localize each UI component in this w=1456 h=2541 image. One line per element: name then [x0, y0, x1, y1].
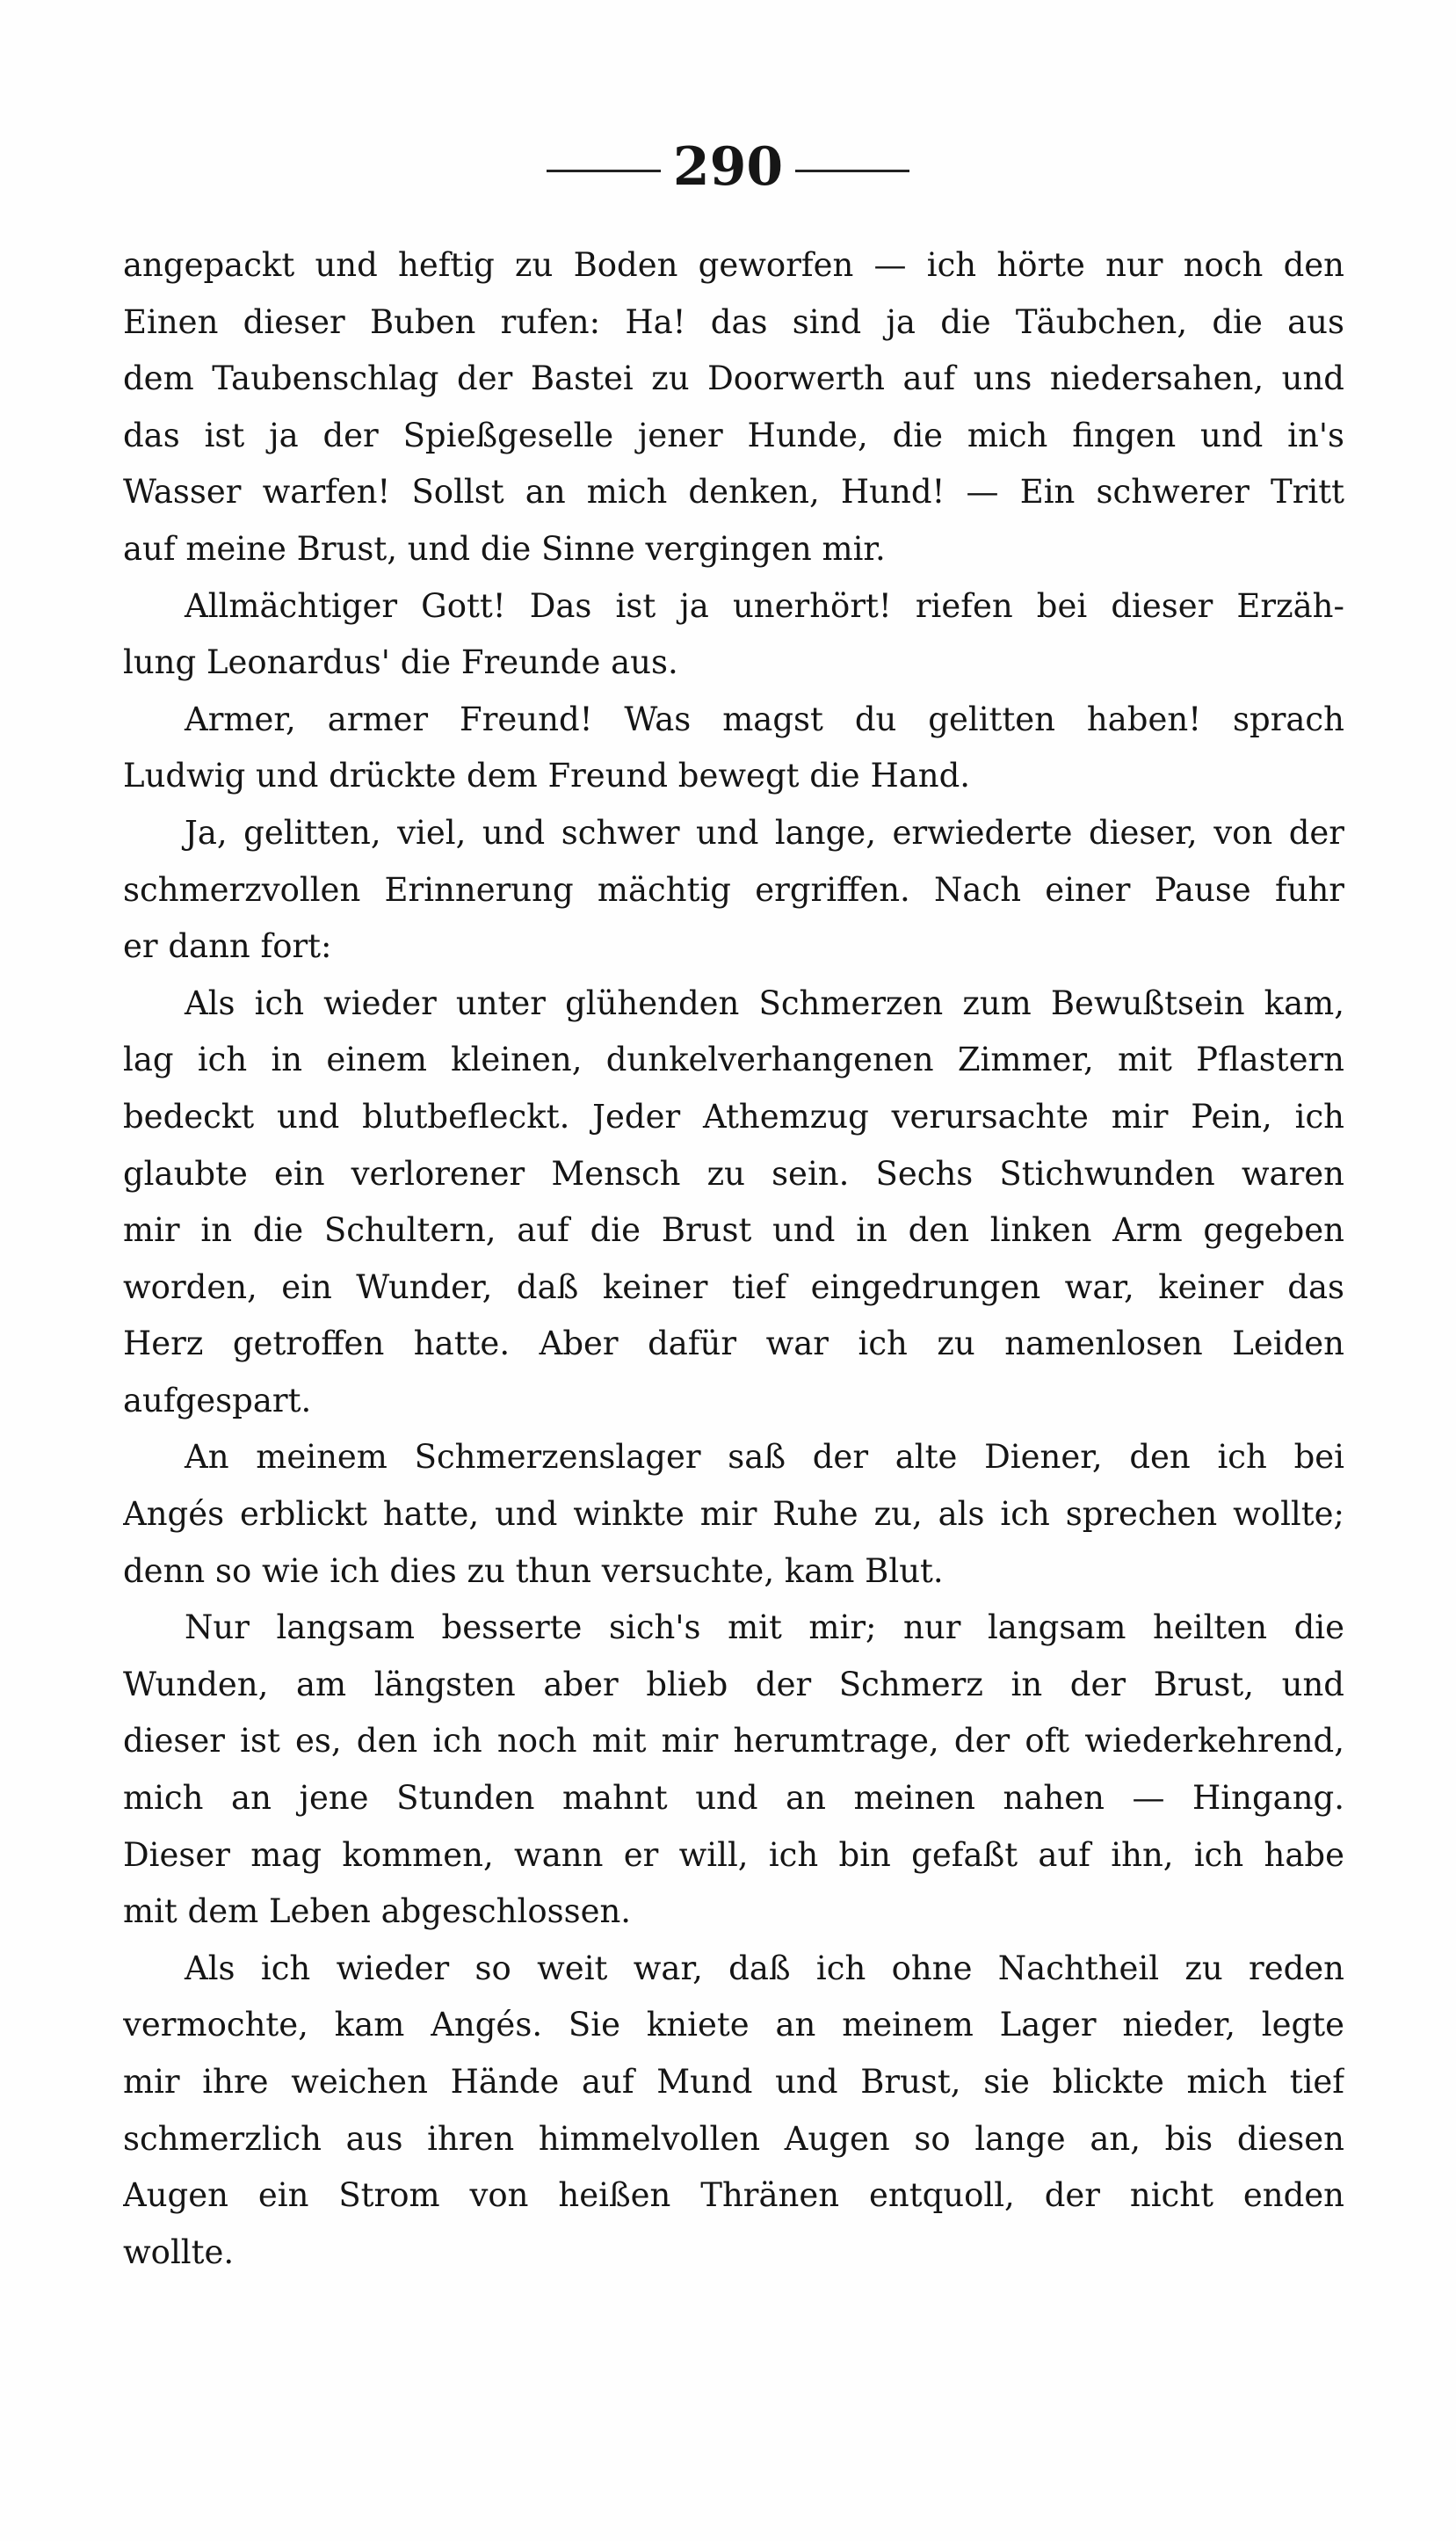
- text-line: Ludwig und drückte dem Freund bewegt die Hand.: [123, 757, 971, 795]
- page-number: 290: [672, 136, 784, 198]
- text-line: mich an jene Stunden mahnt und an meinen nahen — Hingang.: [123, 1779, 1344, 1818]
- text-line: mir ihre weichen Hände auf Mund und Brust, sie blickte mich tief: [123, 2063, 1344, 2101]
- text-line: schmerzlich aus ihren himmelvollen Augen so lange an, bis diesen: [123, 2119, 1344, 2158]
- text-line: glaubte ein verlorener Mensch zu sein. Sechs Stichwunden waren: [123, 1154, 1344, 1193]
- text-line: Ja, gelitten, viel, und schwer und lange, erwiederte dieser, von der: [185, 813, 1344, 852]
- text-line: vermochte, kam Angés. Sie kniete an meinem Lager nieder, legte: [123, 2006, 1344, 2044]
- text-line: Augen ein Strom von heißen Thränen entquoll, der nicht enden: [123, 2176, 1344, 2215]
- text-line: dieser ist es, den ich noch mit mir herumtrage, der oft wiederkehrend,: [123, 1722, 1344, 1761]
- text-line: aufgespart.: [123, 1381, 312, 1419]
- text-line: Wasser warfen! Sollst an mich denken, Hund! — Ein schwerer Tritt: [123, 473, 1344, 512]
- text-line: mir in die Schultern, auf die Brust und in den linken Arm gegeben: [123, 1211, 1344, 1250]
- header-dash-left: [547, 170, 661, 172]
- text-line: Als ich wieder unter glühenden Schmerzen zum Bewußtsein kam,: [185, 984, 1344, 1022]
- text-line: mit dem Leben abgeschlossen.: [123, 1892, 632, 1931]
- text-line: Als ich wieder so weit war, daß ich ohne Nachtheil zu reden: [185, 1949, 1344, 1987]
- text-line: An meinem Schmerzenslager saß der alte Diener, den ich bei: [185, 1438, 1344, 1477]
- header-dash-right: [795, 170, 909, 172]
- text-line: angepackt und heftig zu Boden geworfen — ich hörte nur noch den: [123, 246, 1344, 284]
- text-line: lag ich in einem kleinen, dunkelverhangenen Zimmer, mit Pflastern: [123, 1041, 1344, 1079]
- text-line: Nur langsam besserte sich's mit mir; nur langsam heilten die: [185, 1608, 1344, 1647]
- text-line: er dann fort:: [123, 927, 332, 966]
- text-line: Wunden, am längsten aber blieb der Schmerz in der Brust, und: [123, 1665, 1344, 1703]
- text-line: das ist ja der Spießgeselle jener Hunde, die mich fingen und in's: [123, 416, 1344, 454]
- body-text: [123, 237, 1344, 2281]
- text-line: Herz getroffen hatte. Aber dafür war ich zu namenlosen Leiden: [123, 1325, 1344, 1363]
- text-line: Allmächtiger Gott! Das ist ja unerhört! riefen bei dieser Erzäh-: [185, 586, 1344, 625]
- text-line: denn so wie ich dies zu thun versuchte, kam Blut.: [123, 1551, 944, 1590]
- text-line: dem Taubenschlag der Bastei zu Doorwerth auf uns niedersahen, und: [123, 359, 1344, 398]
- text-line: auf meine Brust, und die Sinne vergingen mir.: [123, 529, 886, 568]
- page-header: [0, 132, 1456, 202]
- text-line: Angés erblickt hatte, und winkte mir Ruhe zu, als ich sprechen wollte;: [123, 1495, 1344, 1534]
- text-line: Dieser mag kommen, wann er will, ich bin gefaßt auf ihn, ich habe: [123, 1835, 1344, 1874]
- text-line: Armer, armer Freund! Was magst du gelitten haben! sprach: [185, 700, 1344, 738]
- text-line: schmerzvollen Erinnerung mächtig ergriffen. Nach einer Pause fuhr: [123, 870, 1344, 909]
- text-line: lung Leonardus' die Freunde aus.: [123, 643, 678, 682]
- text-line: wollte.: [123, 2232, 235, 2271]
- text-line: Einen dieser Buben rufen: Ha! das sind ja die Täubchen, die aus: [123, 302, 1344, 341]
- text-line: worden, ein Wunder, daß keiner tief eingedrungen war, keiner das: [123, 1267, 1344, 1306]
- text-line: bedeckt und blutbefleckt. Jeder Athemzug verursachte mir Pein, ich: [123, 1097, 1344, 1136]
